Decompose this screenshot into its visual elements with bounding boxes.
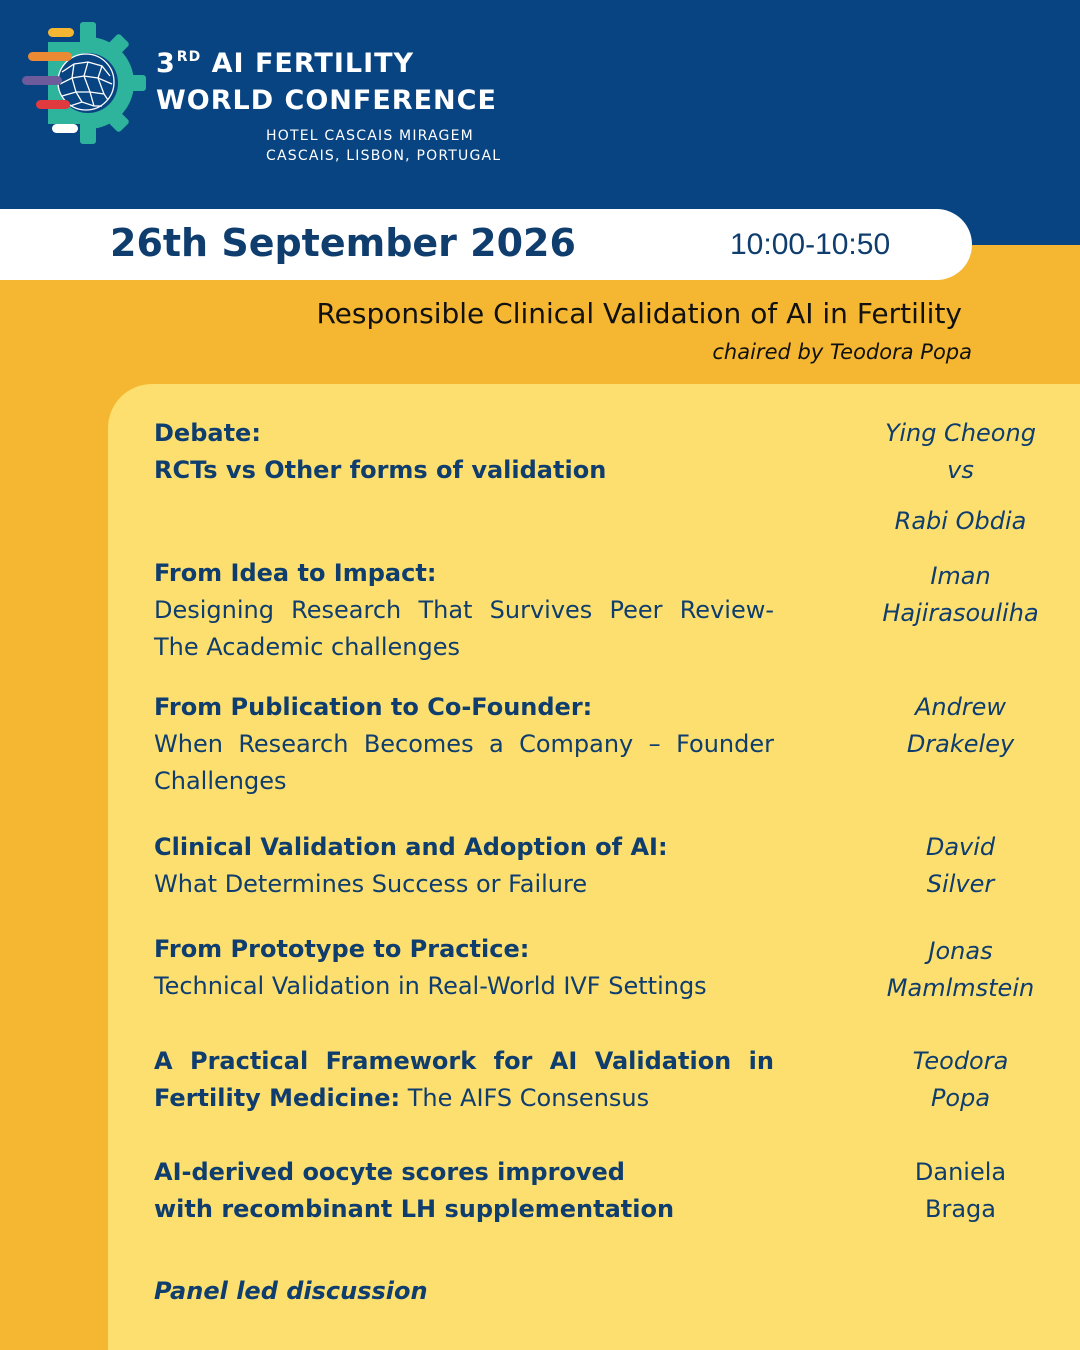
speaker-name-line: Andrew: [914, 693, 1007, 721]
talk-item: [154, 829, 774, 903]
talk-subtitle: When Research Becomes a Company – Founder Challenges: [154, 730, 774, 795]
talk-item: [154, 555, 774, 666]
speaker-name-line: Jonas: [928, 937, 993, 965]
talk-item: [154, 1043, 774, 1117]
conference-title-line-2: WORLD CONFERENCE: [156, 85, 497, 116]
talk-speaker: [858, 829, 1063, 903]
talk-title: From Publication to Co-Founder:: [154, 693, 593, 721]
talk-item: [154, 415, 774, 489]
talk-title: Clinical Validation and Adoption of AI:: [154, 833, 668, 861]
speaker-name-line: Hajirasouliha: [882, 599, 1039, 627]
talk-speaker: [858, 1154, 1063, 1228]
talk-speaker-opponent: [858, 503, 1063, 540]
session-chair: chaired by Teodora Popa: [712, 340, 972, 364]
venue-hotel: HOTEL CASCAIS MIRAGEM: [266, 128, 474, 144]
conference-ordinal-suffix: RD: [176, 49, 202, 65]
speaker-name-line: Silver: [926, 870, 995, 898]
talk-speaker: [858, 558, 1063, 632]
panel-discussion-note: Panel led discussion: [154, 1277, 428, 1305]
conference-title-line-1: [156, 50, 414, 77]
conference-logo-icon: [18, 18, 148, 148]
talk-title: Debate:: [154, 419, 261, 447]
speaker-name-line: Daniela: [914, 1158, 1007, 1186]
talk-subtitle: RCTs vs Other forms of validation: [154, 456, 607, 484]
speaker-name-line: Braga: [925, 1195, 996, 1223]
venue-location: CASCAIS, LISBON, PORTUGAL: [266, 148, 502, 164]
talk-subtitle: Designing Research That Survives Peer Review- The Academic challenges: [154, 596, 774, 661]
talk-title: AI-derived oocyte scores improved: [154, 1158, 625, 1186]
speaker-name-line: Iman: [930, 562, 991, 590]
speaker-name-line: Popa: [930, 1084, 991, 1112]
conference-ordinal: 3: [156, 48, 176, 79]
talk-subtitle: Technical Validation in Real-World IVF Settings: [154, 972, 707, 1000]
talk-speaker: [858, 415, 1063, 489]
talk-title: From Idea to Impact:: [154, 559, 437, 587]
talk-speaker: [858, 933, 1063, 1007]
talk-title: From Prototype to Practice:: [154, 935, 530, 963]
session-time: 10:00-10:50: [730, 228, 891, 261]
speaker-versus: vs: [947, 456, 974, 484]
talk-title: A Practical Framework for AI Validation in Fertility Medicine:: [154, 1047, 774, 1112]
talk-speaker: [858, 689, 1063, 763]
speaker-name-line: David: [925, 833, 996, 861]
speaker-name-line: Ying Cheong: [885, 419, 1036, 447]
talk-item: [154, 931, 774, 1005]
talk-item: [154, 689, 774, 800]
talk-speaker: [858, 1043, 1063, 1117]
session-title: Responsible Clinical Validation of AI in Fertility: [316, 297, 962, 330]
talk-title-continued: with recombinant LH supplementation: [154, 1195, 675, 1223]
conference-title-rest: AI FERTILITY: [211, 48, 415, 79]
speaker-name-line: Teodora: [912, 1047, 1009, 1075]
speaker-name-line: Mamlmstein: [886, 974, 1035, 1002]
talk-subtitle: The AIFS Consensus: [400, 1084, 650, 1112]
talk-subtitle: What Determines Success or Failure: [154, 870, 588, 898]
speaker-name-line: Rabi Obdia: [894, 507, 1027, 535]
session-date: 26th September 2026: [110, 221, 576, 265]
speaker-name-line: Drakeley: [906, 730, 1015, 758]
talk-item: [154, 1154, 774, 1228]
